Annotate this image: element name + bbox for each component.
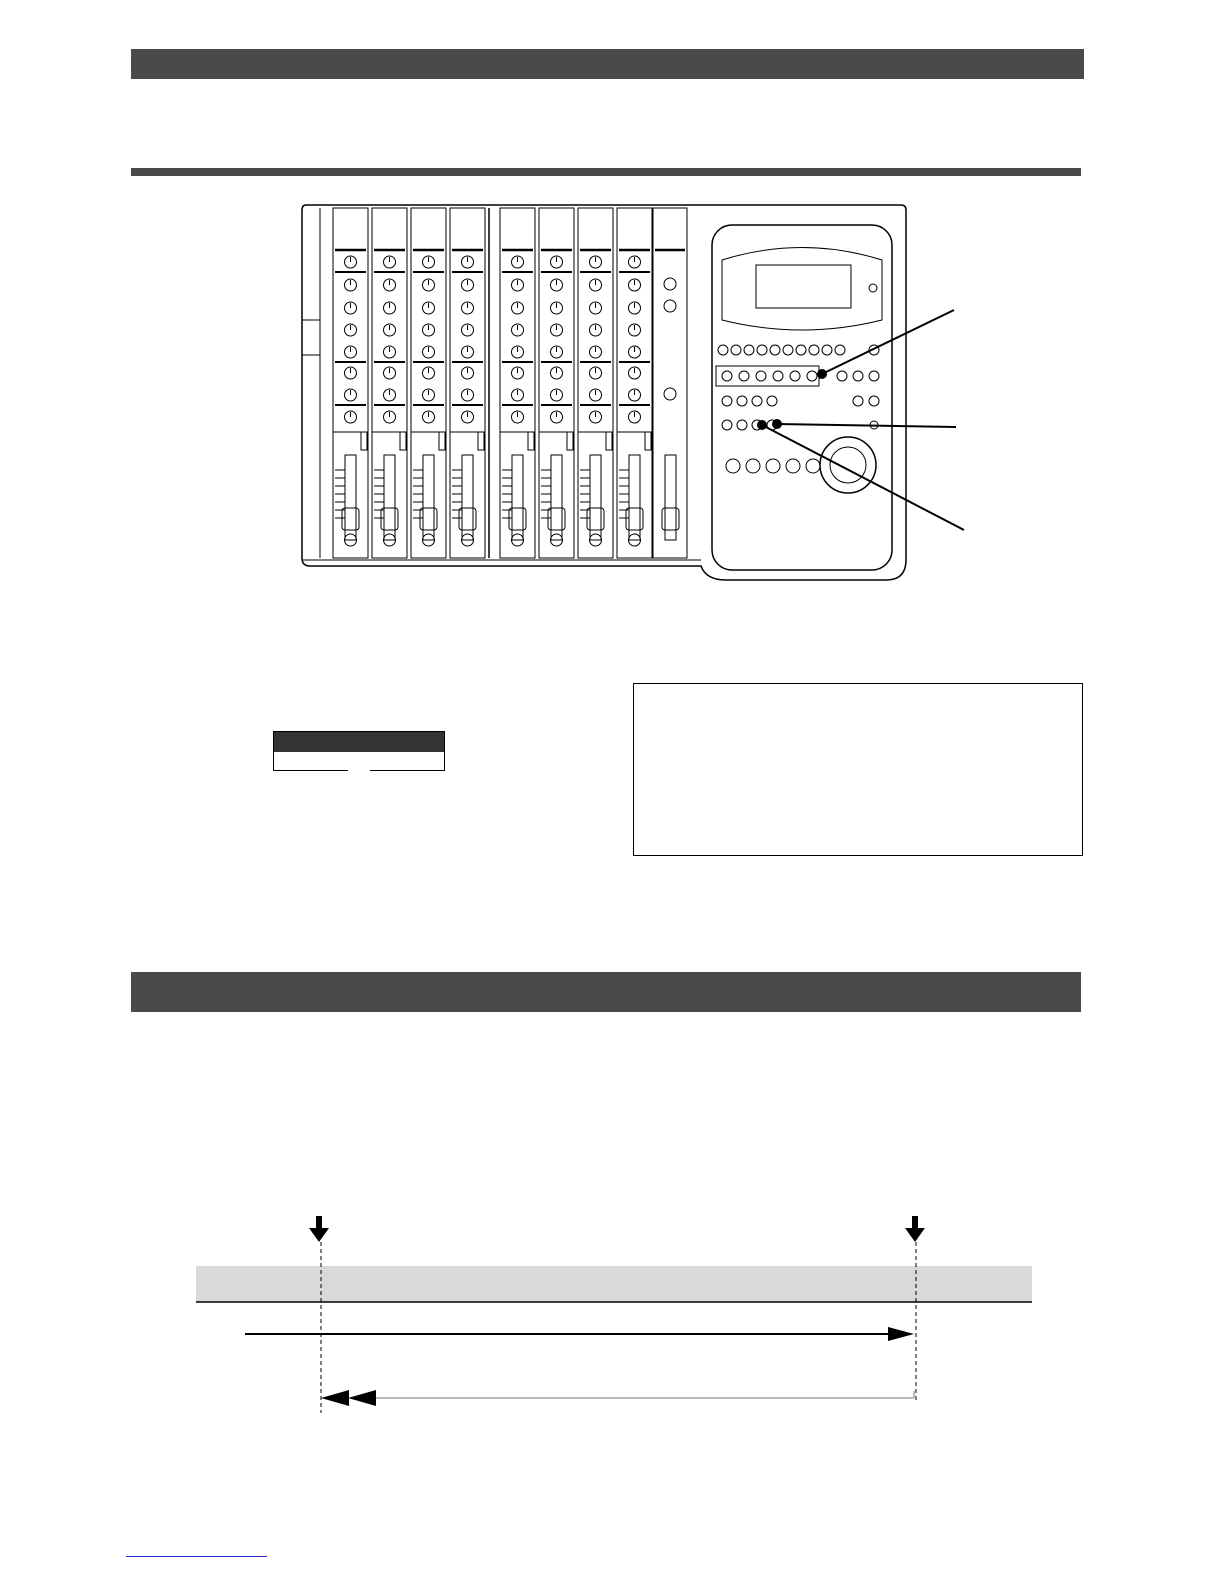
callout-leader-lines	[740, 300, 980, 550]
end-marker-arrow-icon	[905, 1216, 925, 1242]
fader-track	[345, 455, 356, 540]
play-arrow-head-icon	[888, 1327, 914, 1341]
power-led-icon	[869, 284, 877, 292]
callout-line-3	[762, 425, 964, 530]
fader-track	[462, 455, 473, 540]
channel-switch	[567, 432, 573, 450]
key-legend-header	[274, 732, 444, 752]
section-divider-rule	[131, 168, 1081, 176]
fader-track	[423, 455, 434, 540]
rewind-arrow-icon-1	[321, 1390, 349, 1406]
fader-track	[665, 455, 676, 540]
stereo-strip	[653, 208, 687, 558]
callout-dot-2	[773, 420, 781, 428]
fader-track	[590, 455, 601, 540]
key-legend-body	[274, 752, 444, 771]
function-button	[722, 420, 732, 430]
callout-line-2	[777, 424, 956, 427]
channel-switch	[400, 432, 406, 450]
knob-icon	[664, 388, 676, 400]
channel-switch	[478, 432, 484, 450]
function-button	[718, 345, 728, 355]
channel-switch	[606, 432, 612, 450]
fader-track	[384, 455, 395, 540]
channel-switch	[439, 432, 445, 450]
callout-dot-1	[818, 370, 826, 378]
note-box	[633, 683, 1083, 856]
section-heading-bar-middle	[131, 972, 1081, 1012]
fader-track	[551, 455, 562, 540]
fader-track	[512, 455, 523, 540]
key-legend-box	[273, 731, 445, 771]
callout-line-1	[822, 310, 954, 374]
knob-icon	[664, 300, 676, 312]
callout-dot-3	[758, 421, 766, 429]
track-select-button	[722, 371, 732, 381]
rewind-arrow-icon-2	[348, 1390, 376, 1406]
fader-track	[629, 455, 640, 540]
start-marker-arrow-icon	[309, 1216, 329, 1242]
locate-timeline-diagram	[190, 1208, 1040, 1418]
transport-button	[726, 459, 740, 473]
function-button	[722, 396, 732, 406]
knob-icon	[664, 278, 676, 290]
channel-switch	[528, 432, 534, 450]
channel-switch	[645, 432, 651, 450]
channel-switch	[361, 432, 367, 450]
section-heading-bar-top	[131, 49, 1084, 79]
footer-link-underline	[126, 1556, 267, 1557]
